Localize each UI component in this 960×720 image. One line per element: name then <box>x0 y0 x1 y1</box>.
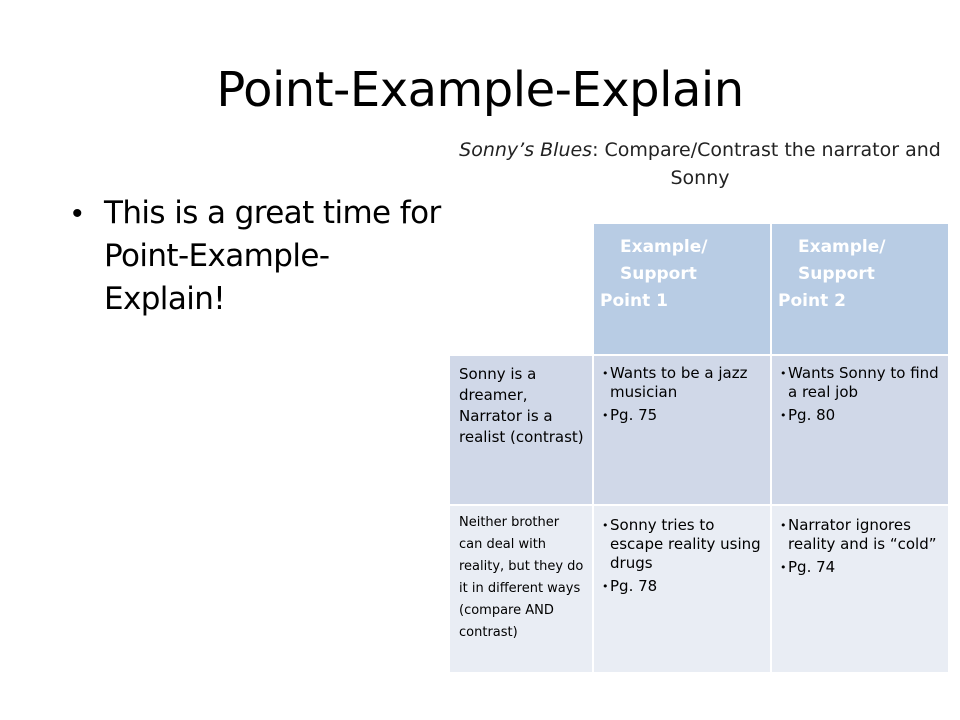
table-cell <box>594 506 770 672</box>
table-cell <box>772 506 948 672</box>
header-cell-point-2 <box>772 224 948 354</box>
header-line: Point 1 <box>600 291 668 311</box>
header-line: Example/ <box>798 237 886 257</box>
table-header-row <box>450 224 948 354</box>
slide-title: Point-Example-Explain <box>216 62 744 118</box>
header-line: Support <box>798 264 875 284</box>
compare-table <box>448 222 950 674</box>
list-item: • Wants to be a jazz musician <box>602 364 764 402</box>
list-item: • Pg. 80 <box>780 406 942 425</box>
table-row <box>450 356 948 504</box>
row-label-cell <box>450 506 592 672</box>
bullet-list <box>72 192 442 321</box>
list-item: • Sonny tries to escape reality using drugs <box>602 516 764 573</box>
list-item: • Pg. 74 <box>780 558 942 577</box>
table-caption <box>458 136 942 192</box>
header-cell-empty <box>450 224 592 354</box>
row-label-cell <box>450 356 592 504</box>
bullet-marker: • <box>72 197 83 230</box>
bullet-text: This is a great time for Point-Example-Explain! <box>104 195 441 317</box>
caption-work-title: Sonny’s Blues <box>459 139 593 161</box>
row-label: Neither brother can deal with reality, but they do it in different ways (compare AND contrast) <box>459 515 584 640</box>
list-item: • Narrator ignores reality and is “cold” <box>780 516 942 554</box>
table-cell <box>594 356 770 504</box>
list-item: • Wants Sonny to find a real job <box>780 364 942 402</box>
header-line: Support <box>620 264 697 284</box>
list-item: • Pg. 78 <box>602 577 764 596</box>
header-cell-point-1 <box>594 224 770 354</box>
header-line: Point 2 <box>778 291 846 311</box>
caption-text: : Compare/Contrast the narrator and Sonny <box>592 139 941 189</box>
table-cell <box>772 356 948 504</box>
header-line: Example/ <box>620 237 708 257</box>
table-row <box>450 506 948 672</box>
bullet-item <box>72 192 442 321</box>
list-item: • Pg. 75 <box>602 406 764 425</box>
row-label: Sonny is a dreamer, Narrator is a realist (contrast) <box>459 365 584 446</box>
